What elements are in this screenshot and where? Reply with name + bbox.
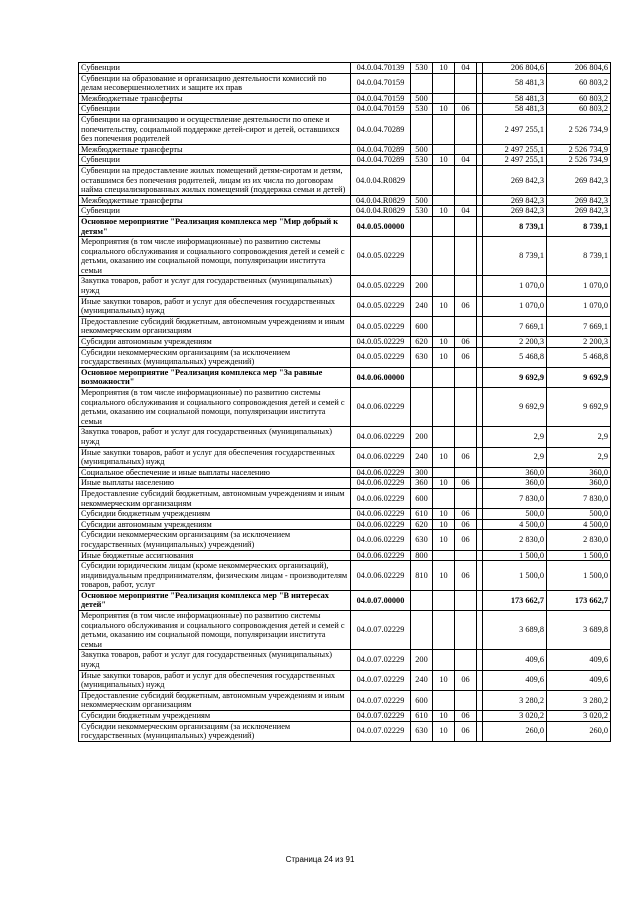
row-expense-type: 600 [411,690,433,710]
row-code: 04.0.06.02229 [351,519,411,530]
row-amount-2: 4 500,0 [547,519,611,530]
row-code: 04.0.04.70159 [351,104,411,115]
row-section: 10 [433,509,455,520]
row-expense-type: 360 [411,478,433,489]
row-name: Субвенции на предоставление жилых помещений детям-сиротам и детям, оставшимся без попечения родителей, лицам из их числа по договорам найма специализированных жилых помещений (поддержка семьи и детей) [79,165,351,195]
table-row [79,114,611,144]
row-name: Иные бюджетные ассигнования [79,550,351,561]
row-amount-2: 7 669,1 [547,316,611,336]
table-row [79,611,611,650]
table-row [79,195,611,206]
row-amount-2: 60 803,2 [547,104,611,115]
table-row [79,367,611,387]
row-amount-1: 2 497 255,1 [483,114,547,144]
table-row [79,467,611,478]
row-expense-type: 620 [411,519,433,530]
row-code: 04.0.04.70289 [351,114,411,144]
row-code: 04.0.07.02229 [351,711,411,722]
row-code: 04.0.04.70159 [351,73,411,93]
row-amount-1: 58 481,3 [483,73,547,93]
table-row [79,337,611,348]
row-amount-1: 2 830,0 [483,530,547,550]
row-code: 04.0.05.02229 [351,347,411,367]
row-section [433,650,455,670]
row-amount-1: 5 468,8 [483,347,547,367]
row-code: 04.0.05.00000 [351,216,411,236]
row-subsection [455,650,477,670]
row-expense-type: 200 [411,427,433,447]
row-section: 10 [433,447,455,467]
row-code: 04.0.04.R0829 [351,165,411,195]
row-name: Иные выплаты населению [79,478,351,489]
row-section [433,237,455,276]
row-section [433,367,455,387]
row-expense-type [411,367,433,387]
row-subsection [455,195,477,206]
row-amount-2: 2 526 734,9 [547,114,611,144]
row-amount-1: 2 497 255,1 [483,144,547,155]
table-row [79,104,611,115]
row-amount-2: 1 500,0 [547,550,611,561]
row-expense-type [411,611,433,650]
table-row [79,144,611,155]
row-code: 04.0.07.02229 [351,690,411,710]
row-amount-1: 7 830,0 [483,488,547,508]
row-subsection [455,216,477,236]
row-amount-1: 3 689,8 [483,611,547,650]
row-code: 04.0.07.02229 [351,611,411,650]
row-amount-2: 60 803,2 [547,73,611,93]
row-amount-2: 260,0 [547,721,611,741]
row-section: 10 [433,155,455,166]
row-amount-2: 173 662,7 [547,590,611,610]
row-name: Субвенции на образование и организацию деятельности комиссий по делам несовершеннолетних и защите их прав [79,73,351,93]
table-row [79,519,611,530]
row-amount-1: 4 500,0 [483,519,547,530]
row-name: Субсидии некоммерческим организациям (за исключением государственных (муниципальных) учреждений) [79,347,351,367]
row-section [433,114,455,144]
row-amount-2: 2,9 [547,447,611,467]
row-name: Субсидии автономным учреждениям [79,337,351,348]
row-name: Межбюджетные трансферты [79,195,351,206]
row-subsection: 04 [455,206,477,217]
row-amount-2: 2 526 734,9 [547,144,611,155]
row-code: 04.0.06.02229 [351,550,411,561]
row-amount-1: 206 804,6 [483,63,547,74]
row-name: Субсидии юридическим лицам (кроме некоммерческих организаций), индивидуальным предпринимателям, физическим лицам - производителям товаров, работ, услуг [79,561,351,591]
row-code: 04.0.07.00000 [351,590,411,610]
row-amount-1: 269 842,3 [483,165,547,195]
row-amount-1: 8 739,1 [483,216,547,236]
row-amount-2: 1 070,0 [547,276,611,296]
row-amount-1: 1 070,0 [483,276,547,296]
row-name: Основное мероприятие "Реализация комплекса мер "За равные возможности" [79,367,351,387]
table-row [79,216,611,236]
row-subsection: 06 [455,509,477,520]
row-name: Субсидии автономным учреждениям [79,519,351,530]
row-section [433,427,455,447]
row-amount-2: 7 830,0 [547,488,611,508]
row-subsection: 06 [455,711,477,722]
row-amount-1: 1 500,0 [483,550,547,561]
row-code: 04.0.06.02229 [351,488,411,508]
table-row [79,237,611,276]
row-expense-type: 530 [411,206,433,217]
row-expense-type [411,216,433,236]
table-row [79,316,611,336]
row-subsection [455,114,477,144]
row-amount-2: 1 500,0 [547,561,611,591]
row-expense-type [411,73,433,93]
row-amount-2: 2 830,0 [547,530,611,550]
row-section [433,550,455,561]
row-expense-type: 630 [411,347,433,367]
table-row [79,530,611,550]
row-subsection: 06 [455,561,477,591]
row-name: Закупка товаров, работ и услуг для государственных (муниципальных) нужд [79,276,351,296]
row-section: 10 [433,104,455,115]
row-name: Субсидии бюджетным учреждениям [79,711,351,722]
table-row [79,670,611,690]
row-amount-2: 360,0 [547,467,611,478]
row-name: Мероприятия (в том числе информационные) по развитию системы социального обслуживания и социального сопровождения детей и семей с детьми, оказанию им социальной помощи, популяризации института семьи [79,237,351,276]
row-subsection: 06 [455,519,477,530]
row-code: 04.0.04.R0829 [351,195,411,206]
row-subsection: 04 [455,155,477,166]
row-section: 10 [433,519,455,530]
row-subsection [455,427,477,447]
row-amount-2: 3 280,2 [547,690,611,710]
row-amount-1: 9 692,9 [483,367,547,387]
row-subsection: 06 [455,104,477,115]
row-amount-1: 269 842,3 [483,195,547,206]
row-subsection [455,611,477,650]
row-amount-1: 2,9 [483,447,547,467]
table-row [79,296,611,316]
row-subsection [455,93,477,104]
row-section [433,488,455,508]
table-row [79,388,611,427]
row-code: 04.0.06.02229 [351,388,411,427]
row-expense-type: 620 [411,337,433,348]
row-expense-type: 630 [411,721,433,741]
row-name: Основное мероприятие "Реализация комплекса мер "В интересах детей" [79,590,351,610]
row-subsection [455,367,477,387]
row-code: 04.0.06.02229 [351,561,411,591]
table-row [79,73,611,93]
row-amount-2: 2 200,3 [547,337,611,348]
row-section: 10 [433,63,455,74]
row-amount-2: 2,9 [547,427,611,447]
row-code: 04.0.04.R0829 [351,206,411,217]
row-code: 04.0.06.02229 [351,467,411,478]
table-row [79,165,611,195]
row-amount-2: 60 803,2 [547,93,611,104]
row-code: 04.0.06.02229 [351,427,411,447]
row-name: Субвенции на организацию и осуществление деятельности по опеке и попечительству, социальной поддержке детей-сирот и детей, оставшихся без попечения родителей [79,114,351,144]
table-row [79,206,611,217]
row-name: Субвенции [79,155,351,166]
row-code: 04.0.04.70139 [351,63,411,74]
row-subsection [455,144,477,155]
row-expense-type [411,590,433,610]
table-row [79,590,611,610]
budget-table [78,62,611,742]
row-amount-1: 3 020,2 [483,711,547,722]
table-row [79,721,611,741]
row-section [433,316,455,336]
row-name: Социальное обеспечение и иные выплаты населению [79,467,351,478]
row-amount-1: 2 497 255,1 [483,155,547,166]
row-name: Субвенции [79,104,351,115]
row-amount-1: 7 669,1 [483,316,547,336]
row-name: Межбюджетные трансферты [79,144,351,155]
row-name: Субсидии бюджетным учреждениям [79,509,351,520]
row-subsection [455,550,477,561]
row-expense-type [411,114,433,144]
row-code: 04.0.07.02229 [351,670,411,690]
row-subsection [455,237,477,276]
row-subsection [455,488,477,508]
row-name: Иные закупки товаров, работ и услуг для обеспечения государственных (муниципальных) нужд [79,670,351,690]
table-row [79,347,611,367]
row-amount-2: 3 689,8 [547,611,611,650]
row-amount-1: 1 070,0 [483,296,547,316]
row-code: 04.0.06.02229 [351,530,411,550]
row-amount-2: 5 468,8 [547,347,611,367]
row-expense-type: 500 [411,195,433,206]
row-amount-1: 58 481,3 [483,93,547,104]
row-section [433,216,455,236]
row-amount-1: 8 739,1 [483,237,547,276]
row-amount-1: 260,0 [483,721,547,741]
row-amount-2: 2 526 734,9 [547,155,611,166]
row-amount-2: 409,6 [547,670,611,690]
table-row [79,93,611,104]
row-expense-type: 240 [411,447,433,467]
row-amount-1: 2 200,3 [483,337,547,348]
row-section: 10 [433,296,455,316]
row-amount-2: 269 842,3 [547,206,611,217]
row-expense-type [411,165,433,195]
row-section [433,276,455,296]
row-section [433,165,455,195]
row-name: Субвенции [79,63,351,74]
row-expense-type: 500 [411,144,433,155]
row-name: Субвенции [79,206,351,217]
row-code: 04.0.06.02229 [351,447,411,467]
row-section [433,388,455,427]
row-section [433,467,455,478]
table-row [79,447,611,467]
row-expense-type: 530 [411,155,433,166]
row-code: 04.0.04.70159 [351,93,411,104]
row-section [433,590,455,610]
row-amount-1: 269 842,3 [483,206,547,217]
row-amount-2: 9 692,9 [547,367,611,387]
table-row [79,711,611,722]
row-expense-type: 200 [411,276,433,296]
row-name: Основное мероприятие "Реализация комплекса мер "Мир добрый к детям" [79,216,351,236]
row-amount-1: 58 481,3 [483,104,547,115]
row-expense-type: 800 [411,550,433,561]
row-amount-2: 206 804,6 [547,63,611,74]
row-subsection [455,73,477,93]
row-amount-1: 500,0 [483,509,547,520]
row-code: 04.0.06.02229 [351,509,411,520]
row-amount-2: 269 842,3 [547,165,611,195]
row-subsection [455,467,477,478]
row-section: 10 [433,721,455,741]
row-name: Субсидии некоммерческим организациям (за исключением государственных (муниципальных) учреждений) [79,721,351,741]
row-section: 10 [433,347,455,367]
table-row [79,488,611,508]
row-section: 10 [433,670,455,690]
row-name: Иные закупки товаров, работ и услуг для обеспечения государственных (муниципальных) нужд [79,447,351,467]
row-amount-1: 9 692,9 [483,388,547,427]
row-amount-2: 360,0 [547,478,611,489]
row-name: Предоставление субсидий бюджетным, автономным учреждениям и иным некоммерческим организациям [79,690,351,710]
row-amount-2: 8 739,1 [547,237,611,276]
table-row [79,550,611,561]
row-code: 04.0.07.02229 [351,650,411,670]
row-name: Предоставление субсидий бюджетным, автономным учреждениям и иным некоммерческим организациям [79,316,351,336]
row-subsection: 06 [455,447,477,467]
row-subsection [455,590,477,610]
row-amount-1: 2,9 [483,427,547,447]
row-subsection: 06 [455,478,477,489]
row-amount-2: 8 739,1 [547,216,611,236]
row-section [433,690,455,710]
row-amount-2: 269 842,3 [547,195,611,206]
row-subsection: 06 [455,721,477,741]
row-name: Межбюджетные трансферты [79,93,351,104]
row-expense-type: 530 [411,63,433,74]
table-row [79,561,611,591]
row-subsection [455,388,477,427]
row-subsection: 06 [455,670,477,690]
row-code: 04.0.05.02229 [351,337,411,348]
table-row [79,478,611,489]
row-code: 04.0.05.02229 [351,276,411,296]
row-amount-1: 409,6 [483,670,547,690]
row-expense-type: 300 [411,467,433,478]
row-expense-type: 530 [411,104,433,115]
table-row [79,690,611,710]
row-code: 04.0.05.02229 [351,296,411,316]
row-expense-type: 600 [411,488,433,508]
row-expense-type [411,388,433,427]
row-expense-type: 240 [411,670,433,690]
table-row [79,427,611,447]
row-section: 10 [433,337,455,348]
row-subsection: 06 [455,530,477,550]
row-code: 04.0.05.02229 [351,237,411,276]
row-expense-type: 630 [411,530,433,550]
row-section: 10 [433,530,455,550]
row-name: Закупка товаров, работ и услуг для государственных (муниципальных) нужд [79,427,351,447]
row-amount-1: 409,6 [483,650,547,670]
row-expense-type: 810 [411,561,433,591]
row-amount-1: 360,0 [483,478,547,489]
row-code: 04.0.04.70289 [351,144,411,155]
row-subsection: 06 [455,337,477,348]
row-section [433,195,455,206]
row-name: Субсидии некоммерческим организациям (за исключением государственных (муниципальных) учреждений) [79,530,351,550]
row-expense-type [411,237,433,276]
row-subsection [455,165,477,195]
row-subsection [455,276,477,296]
row-name: Мероприятия (в том числе информационные) по развитию системы социального обслуживания и социального сопровождения детей и семей с детьми, оказанию им социальной помощи, популяризации института семьи [79,611,351,650]
row-expense-type: 200 [411,650,433,670]
row-amount-2: 500,0 [547,509,611,520]
row-subsection [455,316,477,336]
row-amount-2: 409,6 [547,650,611,670]
row-amount-1: 1 500,0 [483,561,547,591]
row-amount-2: 9 692,9 [547,388,611,427]
table-row [79,509,611,520]
row-amount-2: 3 020,2 [547,711,611,722]
row-section [433,73,455,93]
row-expense-type: 500 [411,93,433,104]
page-number: Страница 24 из 91 [285,855,355,864]
table-row [79,63,611,74]
row-amount-1: 173 662,7 [483,590,547,610]
row-section: 10 [433,478,455,489]
row-subsection [455,690,477,710]
table-row [79,650,611,670]
row-subsection: 04 [455,63,477,74]
row-name: Иные закупки товаров, работ и услуг для обеспечения государственных (муниципальных) нужд [79,296,351,316]
row-subsection: 06 [455,347,477,367]
table-row [79,155,611,166]
row-code: 04.0.06.00000 [351,367,411,387]
row-name: Мероприятия (в том числе информационные) по развитию системы социального обслуживания и социального сопровождения детей и семей с детьми, оказанию им социальной помощи, популяризации института семьи [79,388,351,427]
row-section: 10 [433,561,455,591]
row-code: 04.0.04.70289 [351,155,411,166]
row-expense-type: 610 [411,509,433,520]
row-section: 10 [433,206,455,217]
row-subsection: 06 [455,296,477,316]
row-name: Предоставление субсидий бюджетным, автономным учреждениям и иным некоммерческим организациям [79,488,351,508]
row-amount-1: 360,0 [483,467,547,478]
row-code: 04.0.06.02229 [351,478,411,489]
row-code: 04.0.05.02229 [351,316,411,336]
table-row [79,276,611,296]
row-expense-type: 240 [411,296,433,316]
row-section: 10 [433,711,455,722]
row-amount-2: 1 070,0 [547,296,611,316]
row-expense-type: 600 [411,316,433,336]
row-section [433,144,455,155]
row-amount-1: 3 280,2 [483,690,547,710]
row-section [433,93,455,104]
row-code: 04.0.07.02229 [351,721,411,741]
row-expense-type: 610 [411,711,433,722]
row-name: Закупка товаров, работ и услуг для государственных (муниципальных) нужд [79,650,351,670]
row-section [433,611,455,650]
